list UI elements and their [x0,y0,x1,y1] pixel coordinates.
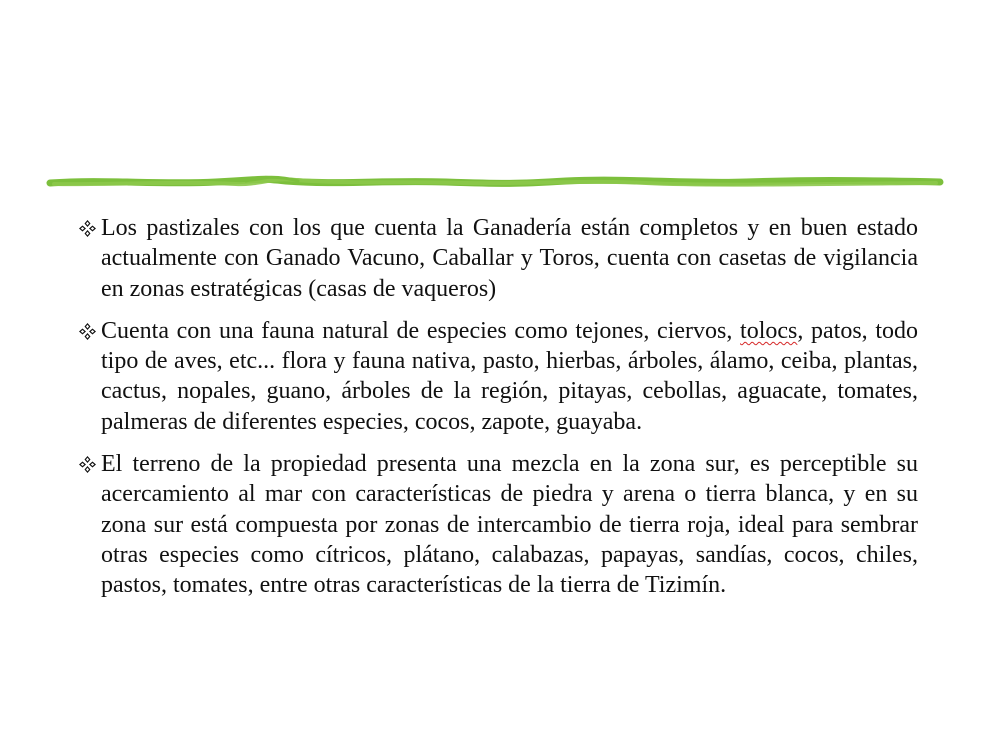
bullet-item-pastizales [78,213,918,304]
bullet-item-terreno [78,449,918,600]
bullet-text-start: Cuenta con una fauna natural de especies como tejones, ciervos, [101,317,741,344]
four-diamond-bullet-icon [78,219,97,238]
bullet-item-fauna [78,316,918,437]
green-brush-divider [46,172,946,194]
four-diamond-bullet-icon [78,322,97,341]
bullet-text-end: , patos, todo tipo de aves, etc... flora y fauna nativa, pasto, hierbas, árboles, álamo, ceiba, plantas, cactus, nopales, guano, árboles de la región, pitayas, cebollas, aguacate, tomates, palmeras de diferentes especies, cocos, zapote, guayaba. [101,317,919,435]
bullet-text: Los pastizales con los que cuenta la Ganadería están completos y en buen estado actualmente con Ganado Vacuno, Caballar y Toros, cuenta con casetas de vigilancia en zonas estratégicas (casas de vaqueros) [101,215,918,302]
four-diamond-bullet-icon [78,455,97,474]
bullet-text: El terreno de la propiedad presenta una mezcla en la zona sur, es perceptible su acercamiento al mar con características de piedra y arena o tierra blanca, y en su zona sur está compuesta por zonas de intercambio de tierra roja, ideal para sembrar otras especies como cítricos, plátano, calabazas, papayas, sandías, cocos, chiles, pastos, tomates, entre otras características de la tierra de Tizimín. [101,451,918,599]
bullet-list [78,213,918,613]
spellcheck-flagged-word: tolocs [740,317,798,344]
